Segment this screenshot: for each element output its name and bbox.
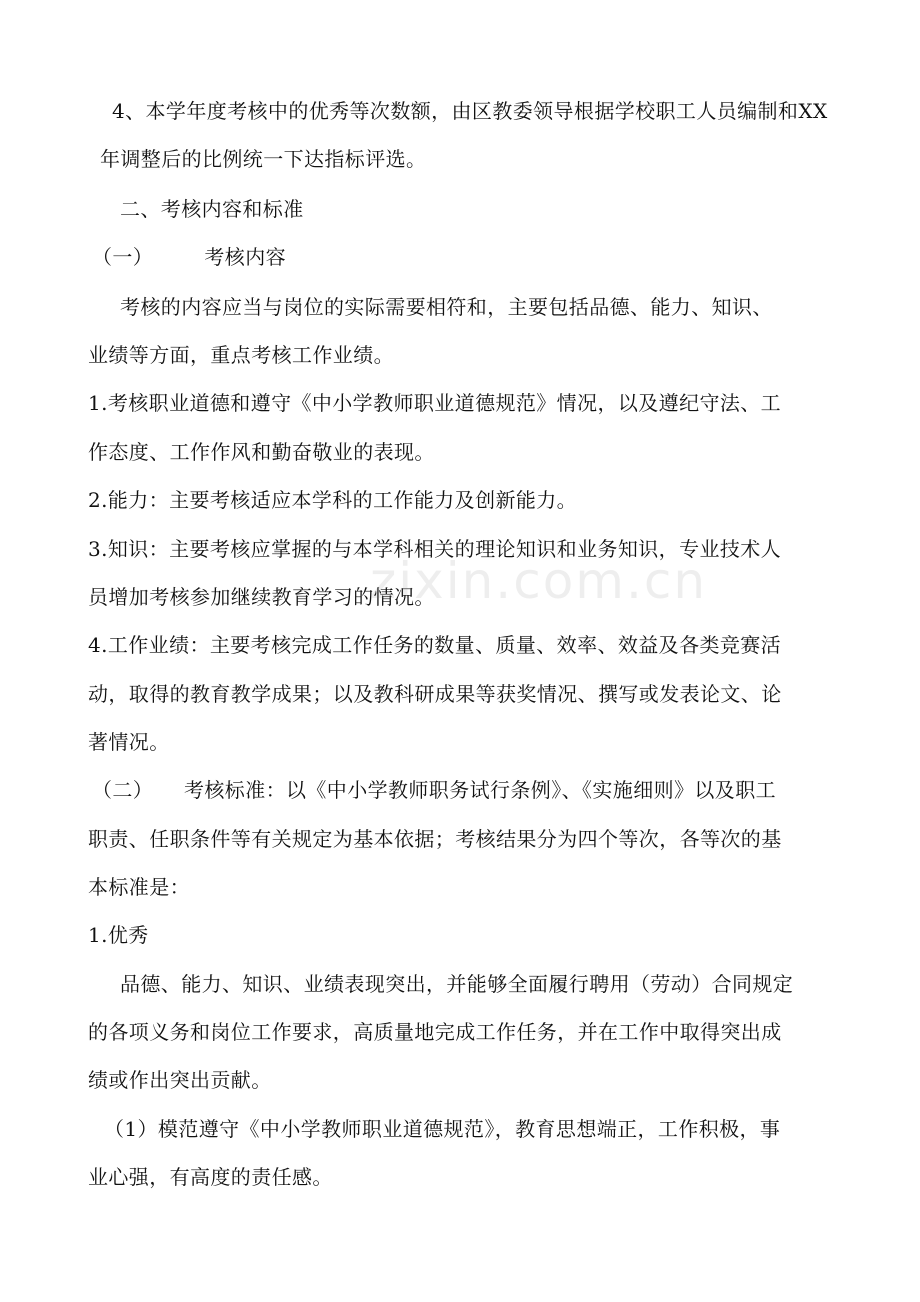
list-item: 4.工作业绩：主要考核完成工作任务的数量、质量、效率、效益及各类竞赛活 [88, 633, 782, 657]
list-item: （1）模范遵守《中小学教师职业道德规范》，教育思想端正，工作积极，事 [104, 1117, 781, 1141]
list-item: 2.能力：主要考核适应本学科的工作能力及创新能力。 [88, 488, 578, 512]
text-line: 4、本学年度考核中的优秀等次数额，由区教委领导根据学校职工人员编制和XX [112, 99, 828, 123]
subsection-heading: （一） 考核内容 [92, 245, 286, 269]
text-line: 职责、任职条件等有关规定为基本依据；考核结果分为四个等次，各等次的基 [88, 827, 782, 851]
watermark: zixin.com.cn [370, 552, 708, 610]
text-line: 作态度、工作作风和勤奋敬业的表现。 [88, 440, 435, 464]
text-line: 著情况。 [88, 730, 170, 754]
subsection-heading: （二） 考核标准：以《中小学教师职务试行条例》、《实施细则》以及职工 [92, 778, 776, 802]
list-item: 3.知识：主要考核应掌握的与本学科相关的理论知识和业务知识，专业技术人 [88, 537, 782, 561]
text-line: 业绩等方面，重点考核工作业绩。 [88, 343, 394, 367]
text-line: 业心强，有高度的责任感。 [88, 1165, 333, 1189]
list-item: 1.优秀 [88, 923, 149, 947]
text-line: 绩或作出突出贡献。 [88, 1068, 272, 1092]
text-line: 考核的内容应当与岗位的实际需要相符和，主要包括品德、能力、知识、 [120, 295, 773, 319]
text-line: 的各项义务和岗位工作要求，高质量地完成工作任务，并在工作中取得突出成 [88, 1020, 782, 1044]
text-line: 动，取得的教育教学成果；以及教科研成果等获奖情况、撰写或发表论文、论 [88, 682, 782, 706]
text-line: 本标准是： [88, 875, 190, 899]
list-item: 1.考核职业道德和遵守《中小学教师职业道德规范》情况，以及遵纪守法、工 [88, 391, 782, 415]
text-line: 员增加考核参加继续教育学习的情况。 [88, 585, 435, 609]
text-line: 年调整后的比例统一下达指标评选。 [100, 147, 427, 171]
section-heading: 二、考核内容和标准 [120, 197, 304, 221]
text-line: 品德、能力、知识、业绩表现突出，并能够全面履行聘用（劳动）合同规定 [120, 972, 794, 996]
